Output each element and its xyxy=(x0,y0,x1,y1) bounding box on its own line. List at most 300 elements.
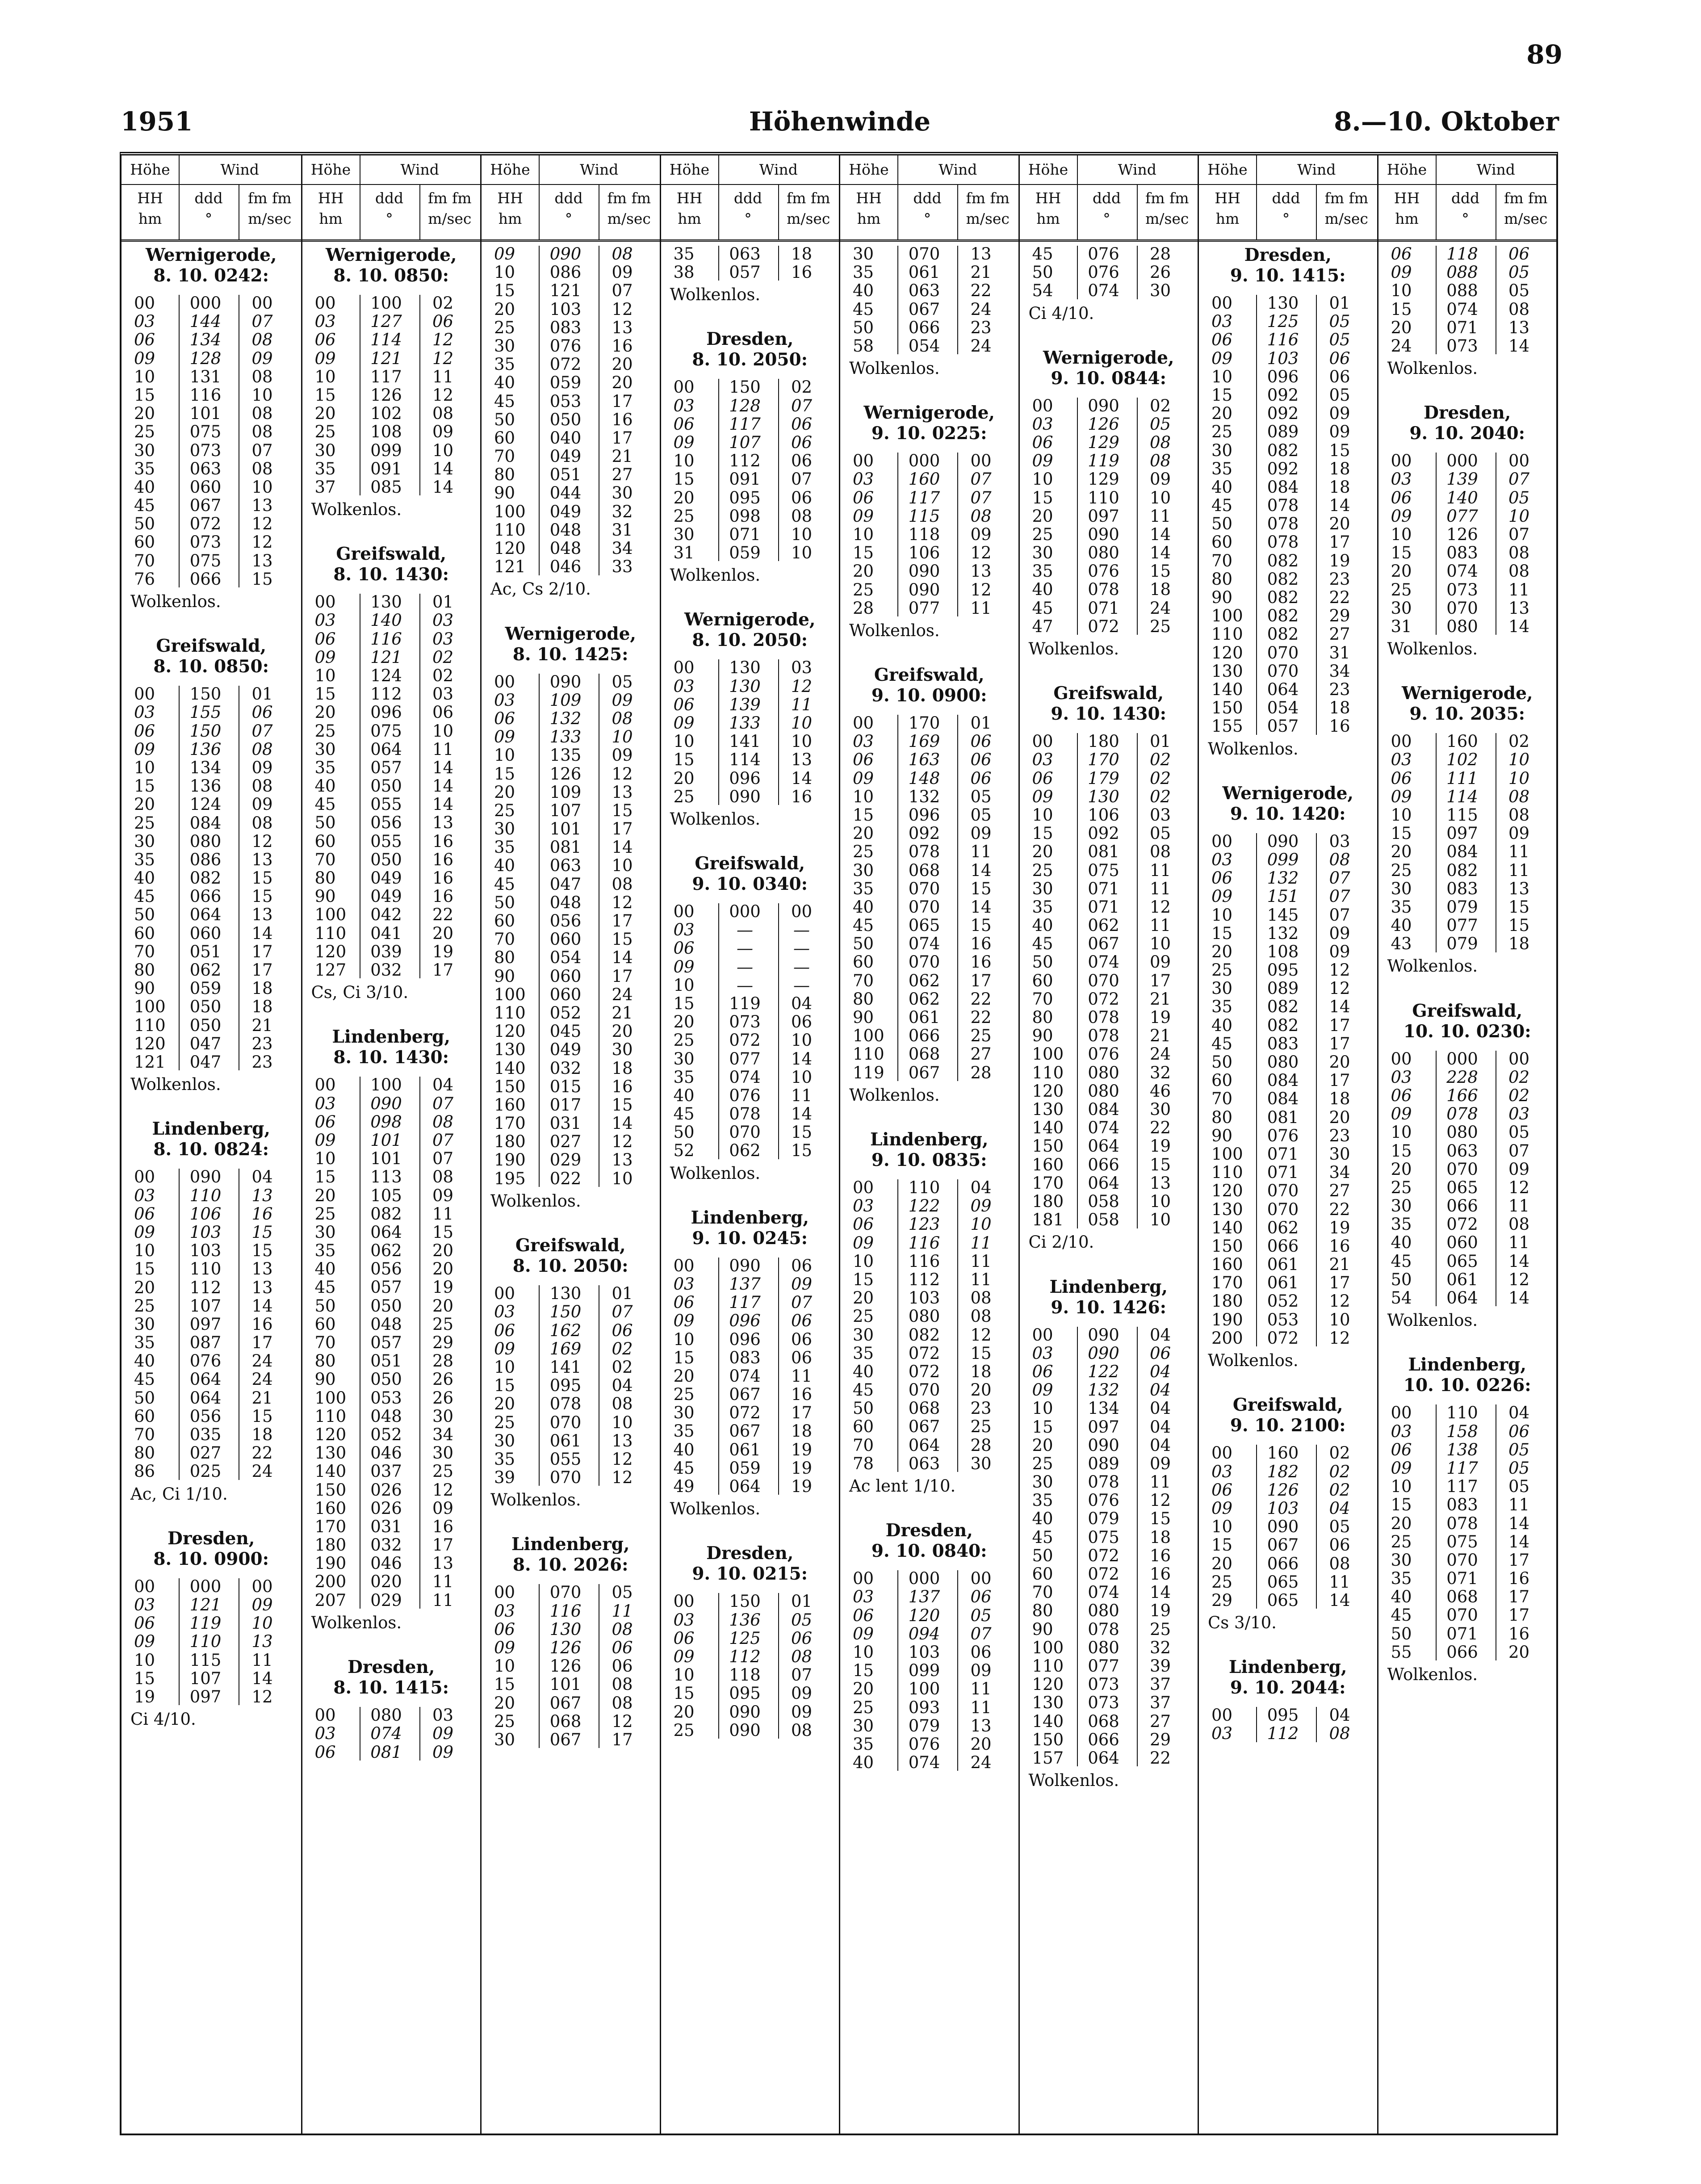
wind-direction: 049 xyxy=(549,447,582,466)
wind-speed: 24 xyxy=(970,299,992,319)
wind-speed: 05 xyxy=(1508,1477,1530,1497)
height-hm: 130 xyxy=(1032,1693,1064,1713)
height-hm: 00 xyxy=(314,1075,336,1095)
wind-speed: 16 xyxy=(970,952,992,972)
wind-speed: 32 xyxy=(1149,1638,1171,1657)
cloud-note: Cs, Ci 3/10. xyxy=(311,983,409,1002)
wind-direction: 035 xyxy=(189,1425,222,1445)
height-hm: 15 xyxy=(673,1684,695,1703)
table-row xyxy=(482,1040,660,1059)
station-heading xyxy=(1378,1001,1557,1042)
height-hm: 09 xyxy=(1032,1380,1053,1400)
table-row xyxy=(1199,1706,1377,1724)
wind-speed: 06 xyxy=(1329,348,1350,368)
height-hm: 00 xyxy=(853,451,874,471)
height-hm: 35 xyxy=(494,838,515,857)
table-row xyxy=(302,851,481,869)
wind-direction: 119 xyxy=(1088,451,1119,471)
wind-direction: 077 xyxy=(1088,1656,1119,1676)
wind-speed: 21 xyxy=(612,1003,633,1023)
height-hm: 60 xyxy=(134,923,155,943)
wind-direction: 071 xyxy=(1088,897,1119,917)
height-hm: 00 xyxy=(314,293,336,313)
station-name: Lindenberg, xyxy=(1049,1276,1168,1297)
height-hm: 06 xyxy=(1391,768,1412,788)
station-heading xyxy=(122,1528,301,1569)
wind-direction: 070 xyxy=(1446,1159,1478,1179)
table-row xyxy=(1378,1569,1557,1588)
height-hm: 03 xyxy=(853,732,874,751)
height-hm: 06 xyxy=(673,1628,695,1648)
wind-direction: 076 xyxy=(549,336,582,356)
wind-direction: 132 xyxy=(1267,868,1299,888)
wind-speed: 01 xyxy=(791,1592,813,1611)
header-hm: hm xyxy=(498,210,522,227)
height-hm: 49 xyxy=(673,1477,695,1497)
wind-speed: 11 xyxy=(432,367,454,386)
table-row xyxy=(122,703,301,721)
wind-direction: 070 xyxy=(908,244,940,264)
table-row xyxy=(122,570,301,588)
wind-direction: 060 xyxy=(1446,1233,1478,1253)
wind-speed: 09 xyxy=(791,1684,813,1703)
table-row xyxy=(482,263,660,281)
table-row xyxy=(1199,1163,1377,1182)
wind-direction: 122 xyxy=(1088,1362,1119,1381)
table-row xyxy=(661,1293,839,1312)
table-row xyxy=(482,875,660,893)
table-row xyxy=(122,368,301,386)
wind-speed: 14 xyxy=(432,477,454,497)
wind-direction: 151 xyxy=(1267,887,1299,906)
wind-direction: 096 xyxy=(729,768,761,788)
wind-speed: 06 xyxy=(1149,1343,1171,1363)
table-row xyxy=(661,1422,839,1440)
wind-direction: 074 xyxy=(1088,1118,1119,1138)
wind-direction: 058 xyxy=(1088,1191,1119,1211)
wind-speed: 12 xyxy=(1329,960,1350,980)
wind-speed: 06 xyxy=(612,1656,633,1676)
height-hm: 45 xyxy=(1032,598,1053,618)
table-row xyxy=(122,887,301,905)
table-row xyxy=(661,696,839,714)
table-row xyxy=(482,392,660,411)
table-row xyxy=(302,1481,481,1499)
wind-speed: 08 xyxy=(432,1112,454,1132)
table-row xyxy=(840,452,1018,470)
header-ddd: ddd xyxy=(733,189,763,207)
table-row xyxy=(1020,1675,1198,1694)
station-block xyxy=(661,245,839,308)
column-rule xyxy=(1137,246,1138,299)
header-fmfm: fm fm xyxy=(1504,189,1548,207)
table-row xyxy=(122,552,301,570)
height-hm: 120 xyxy=(1211,643,1243,662)
table-row xyxy=(482,1059,660,1077)
height-hm: 190 xyxy=(1211,1310,1243,1329)
wind-speed: 14 xyxy=(612,1114,633,1133)
table-row xyxy=(482,1602,660,1620)
wind-speed: 30 xyxy=(432,1443,454,1463)
table-row xyxy=(1020,452,1198,470)
wind-direction: 026 xyxy=(370,1498,402,1518)
wind-direction: 131 xyxy=(189,367,222,386)
column-rule xyxy=(897,1179,898,1472)
wind-direction: 108 xyxy=(1267,942,1299,961)
wind-direction: 114 xyxy=(370,330,402,350)
wind-speed: 12 xyxy=(1329,1328,1350,1348)
wind-speed: 05 xyxy=(612,672,633,692)
height-hm: 150 xyxy=(1032,1136,1064,1156)
table-row xyxy=(302,924,481,943)
wind-speed: 14 xyxy=(612,948,633,968)
wind-direction: 150 xyxy=(549,1302,582,1322)
height-hm: 45 xyxy=(1032,244,1053,264)
cloud-note: Wolkenlos. xyxy=(849,620,940,640)
wind-direction: 060 xyxy=(549,966,582,986)
wind-speed: 00 xyxy=(791,902,813,921)
table-row xyxy=(482,1395,660,1413)
wind-speed: 09 xyxy=(970,1661,992,1681)
height-hm: 45 xyxy=(673,1104,695,1124)
height-hm: 09 xyxy=(1211,348,1233,368)
height-hm: 20 xyxy=(853,1288,874,1308)
wind-direction: 090 xyxy=(1088,1325,1119,1345)
table-row xyxy=(840,470,1018,488)
table-row xyxy=(661,921,839,939)
table-row xyxy=(1199,533,1377,551)
table-row xyxy=(840,507,1018,525)
height-hm: 15 xyxy=(1032,1417,1053,1437)
wind-direction: 079 xyxy=(1088,1509,1119,1529)
station-name: Greifswald, xyxy=(336,544,447,565)
height-hm: 45 xyxy=(673,1458,695,1478)
wind-speed: 08 xyxy=(612,1675,633,1694)
wind-direction: 136 xyxy=(189,776,222,796)
wind-speed: 13 xyxy=(791,750,813,770)
header-msec: m/sec xyxy=(607,210,651,227)
station-name: Lindenberg, xyxy=(332,1027,450,1048)
wind-speed: 04 xyxy=(1149,1380,1171,1400)
wind-direction: 135 xyxy=(549,746,582,765)
wind-direction: 076 xyxy=(1267,1126,1299,1145)
wind-direction: 158 xyxy=(1446,1421,1478,1441)
wind-direction: 074 xyxy=(908,934,940,954)
column-body xyxy=(302,245,481,2134)
header-hh: HH xyxy=(1035,189,1061,207)
wind-direction: 000 xyxy=(908,451,940,471)
table-row xyxy=(1378,1123,1557,1141)
station-time: 10. 10. 0226: xyxy=(1403,1375,1531,1396)
wind-speed: 07 xyxy=(432,1149,454,1169)
table-column xyxy=(301,155,481,2134)
height-hm: 00 xyxy=(494,672,515,692)
wind-speed: 12 xyxy=(432,348,454,368)
table-row xyxy=(1199,460,1377,478)
table-row xyxy=(661,1684,839,1702)
wind-direction: 109 xyxy=(549,782,582,802)
height-hm: 25 xyxy=(314,422,336,442)
wind-direction: 052 xyxy=(549,1003,582,1023)
wind-direction: 126 xyxy=(1267,1480,1299,1500)
height-hm: 03 xyxy=(1391,1421,1412,1441)
wind-speed: 15 xyxy=(251,1406,273,1426)
height-hm: 20 xyxy=(673,1366,695,1386)
table-row xyxy=(1020,617,1198,636)
table-row xyxy=(840,750,1018,769)
height-hm: 09 xyxy=(853,1233,874,1253)
wind-direction: 102 xyxy=(1446,750,1478,770)
table-row xyxy=(1378,1588,1557,1606)
station-time: 8. 10. 0850: xyxy=(333,265,449,286)
wind-speed: 16 xyxy=(1329,717,1350,736)
table-row xyxy=(482,1694,660,1712)
wind-speed: 20 xyxy=(432,923,454,943)
height-hm: 09 xyxy=(314,1130,336,1150)
table-row xyxy=(661,415,839,433)
wind-speed: 11 xyxy=(970,1270,992,1289)
table-row xyxy=(482,1358,660,1376)
wind-direction: 132 xyxy=(1088,1380,1119,1400)
table-row xyxy=(1378,337,1557,355)
height-hm: 35 xyxy=(1211,997,1233,1017)
wind-direction: 040 xyxy=(549,428,582,448)
table-row xyxy=(1020,1326,1198,1344)
column-rule xyxy=(1436,1051,1437,1307)
station-name: Dresden, xyxy=(1424,402,1511,423)
wind-speed: 05 xyxy=(970,787,992,806)
wind-direction: 054 xyxy=(908,336,940,356)
wind-direction: 071 xyxy=(1446,1624,1478,1643)
wind-direction: 071 xyxy=(1267,1144,1299,1164)
height-hm: 10 xyxy=(853,787,874,806)
wind-speed: 12 xyxy=(612,1468,633,1488)
wind-direction: 049 xyxy=(549,1040,582,1060)
station-time: 8. 10. 0900: xyxy=(153,1548,269,1569)
wind-direction: 096 xyxy=(1267,367,1299,386)
wind-direction: 076 xyxy=(189,1351,222,1371)
height-hm: 38 xyxy=(673,263,695,282)
wind-direction: 092 xyxy=(908,824,940,843)
wind-speed: 20 xyxy=(432,1259,454,1279)
column-rule xyxy=(897,246,898,354)
wind-speed: 13 xyxy=(1149,1173,1171,1193)
wind-direction: 067 xyxy=(189,496,222,516)
wind-speed: 13 xyxy=(251,496,273,516)
height-hm: 30 xyxy=(1391,1550,1412,1570)
wind-speed: 19 xyxy=(791,1477,813,1497)
column-rule xyxy=(1316,1707,1317,1742)
wind-speed: 17 xyxy=(612,1730,633,1749)
table-row xyxy=(661,1592,839,1610)
height-hm: 50 xyxy=(134,514,155,534)
wind-direction: 093 xyxy=(908,1698,940,1717)
height-hm: 30 xyxy=(1032,1472,1053,1492)
wind-direction: 127 xyxy=(370,312,402,331)
table-row xyxy=(482,521,660,539)
table-row xyxy=(1378,281,1557,300)
wind-direction: 082 xyxy=(1446,860,1478,880)
station-name: Wernigerode, xyxy=(326,245,457,265)
wind-speed: 04 xyxy=(1329,1498,1350,1518)
column-rule xyxy=(718,903,719,1159)
height-hm: 06 xyxy=(1211,1480,1233,1500)
wind-speed: 06 xyxy=(432,312,454,331)
wind-direction: 081 xyxy=(549,838,582,857)
wind-direction: 141 xyxy=(729,732,761,751)
wind-speed: 33 xyxy=(612,557,633,577)
height-hm: 25 xyxy=(1391,580,1412,599)
wind-speed: 12 xyxy=(1149,1491,1171,1510)
station-block xyxy=(302,544,481,1006)
table-row xyxy=(482,411,660,429)
wind-speed: 06 xyxy=(1508,244,1530,264)
wind-direction: 064 xyxy=(189,905,222,925)
height-hm: 06 xyxy=(494,1619,515,1639)
height-hm: 25 xyxy=(1391,1532,1412,1551)
table-row xyxy=(840,1178,1018,1197)
wind-direction: 081 xyxy=(1267,1107,1299,1127)
column-header xyxy=(1199,155,1377,242)
wind-direction: 121 xyxy=(370,348,402,368)
wind-speed: 02 xyxy=(1149,768,1171,788)
table-row xyxy=(302,294,481,312)
wind-direction: 100 xyxy=(370,293,402,313)
wind-direction: 140 xyxy=(1446,488,1478,507)
station-name: Wernigerode, xyxy=(863,402,995,423)
page-number: 89 xyxy=(1526,39,1563,70)
table-row xyxy=(1199,312,1377,331)
table-row xyxy=(1020,1491,1198,1509)
wind-direction: 095 xyxy=(729,488,761,507)
wind-direction: 072 xyxy=(1088,1546,1119,1565)
wind-direction: 090 xyxy=(370,1094,402,1113)
wind-direction: 057 xyxy=(370,1278,402,1297)
header-hh: HH xyxy=(856,189,882,207)
wind-direction: 059 xyxy=(189,979,222,998)
wind-speed: 09 xyxy=(432,1186,454,1205)
wind-direction: 079 xyxy=(1446,934,1478,954)
height-hm: 09 xyxy=(673,1647,695,1666)
wind-speed: 09 xyxy=(791,1702,813,1722)
table-row xyxy=(661,525,839,544)
wind-speed: 14 xyxy=(1329,997,1350,1017)
table-row xyxy=(302,1315,481,1333)
wind-direction: 066 xyxy=(1088,1155,1119,1174)
wind-speed: 08 xyxy=(1149,451,1171,471)
wind-speed: 10 xyxy=(1149,488,1171,507)
station-time: 8. 10. 0824: xyxy=(153,1139,269,1160)
wind-speed: 16 xyxy=(432,1517,454,1536)
height-hm: 25 xyxy=(853,1307,874,1326)
table-row xyxy=(302,943,481,961)
height-hm: 30 xyxy=(853,860,874,880)
wind-speed: 07 xyxy=(791,1293,813,1312)
wind-direction: 066 xyxy=(1088,1730,1119,1749)
header-ddd: ddd xyxy=(1092,189,1121,207)
header-wind: Wind xyxy=(1297,161,1336,178)
station-heading xyxy=(122,636,301,677)
height-hm: 50 xyxy=(853,1399,874,1418)
height-hm: 15 xyxy=(1032,824,1053,843)
page-header xyxy=(121,106,1559,142)
height-hm: 20 xyxy=(1391,562,1412,581)
wind-speed: 17 xyxy=(432,1535,454,1555)
cloud-note: Wolkenlos. xyxy=(1028,639,1119,659)
wind-speed: 08 xyxy=(1329,1554,1350,1573)
wind-speed: 14 xyxy=(1508,336,1530,356)
wind-speed: — xyxy=(793,975,810,995)
cloud-note: Wolkenlos. xyxy=(670,566,761,585)
table-row xyxy=(661,378,839,396)
table-row xyxy=(1378,1459,1557,1477)
height-hm: 70 xyxy=(134,551,155,570)
wind-speed: 23 xyxy=(1329,679,1350,699)
wind-direction: 116 xyxy=(908,1251,940,1271)
height-hm: 181 xyxy=(1032,1210,1064,1230)
table-row xyxy=(840,1680,1018,1698)
wind-speed: 19 xyxy=(432,942,454,961)
height-hm: 20 xyxy=(1032,1435,1053,1455)
wind-speed: 15 xyxy=(251,569,273,589)
wind-direction: 150 xyxy=(189,721,222,741)
height-hm: 10 xyxy=(494,746,515,765)
table-row xyxy=(302,1724,481,1743)
wind-speed: 09 xyxy=(1508,824,1530,843)
table-row xyxy=(1199,887,1377,905)
wind-speed: 13 xyxy=(251,1632,273,1652)
cloud-note: Ac lent 1/10. xyxy=(849,1476,956,1496)
wind-direction: 078 xyxy=(1267,514,1299,534)
column-rule xyxy=(778,379,779,561)
header-hm: hm xyxy=(1036,210,1060,227)
station-name: Lindenberg, xyxy=(691,1207,809,1228)
station-name: Greifswald, xyxy=(1412,1000,1523,1021)
table-row xyxy=(302,1131,481,1149)
height-hm: 09 xyxy=(134,1222,155,1242)
height-hm: 20 xyxy=(1032,506,1053,526)
table-row xyxy=(122,1407,301,1425)
wind-speed: — xyxy=(793,920,810,940)
wind-direction: 083 xyxy=(549,318,582,337)
table-row xyxy=(302,386,481,404)
height-hm: 120 xyxy=(314,942,347,961)
station-heading xyxy=(1199,1657,1377,1698)
height-hm: 170 xyxy=(1032,1173,1064,1193)
table-row xyxy=(1020,1362,1198,1381)
height-hm: 180 xyxy=(494,1132,526,1152)
table-row xyxy=(1378,843,1557,861)
height-hm: 03 xyxy=(673,396,695,415)
height-hm: 00 xyxy=(494,1284,515,1304)
height-hm: 20 xyxy=(1211,942,1233,961)
wind-speed: 22 xyxy=(1329,588,1350,607)
table-row xyxy=(122,979,301,998)
wind-direction: 084 xyxy=(1267,1089,1299,1109)
wind-speed: 15 xyxy=(612,930,633,949)
wind-speed: 09 xyxy=(251,1595,273,1614)
station-heading xyxy=(1020,1277,1198,1318)
column-rule xyxy=(179,1578,180,1705)
table-row xyxy=(122,478,301,496)
wind-speed: 21 xyxy=(970,263,992,282)
height-hm: 15 xyxy=(134,1259,155,1279)
column-body xyxy=(122,245,301,2134)
height-hm: 100 xyxy=(134,997,166,1017)
wind-speed: 07 xyxy=(612,1302,633,1322)
wind-direction: 070 xyxy=(1267,1181,1299,1201)
height-hm: 15 xyxy=(1391,824,1412,843)
